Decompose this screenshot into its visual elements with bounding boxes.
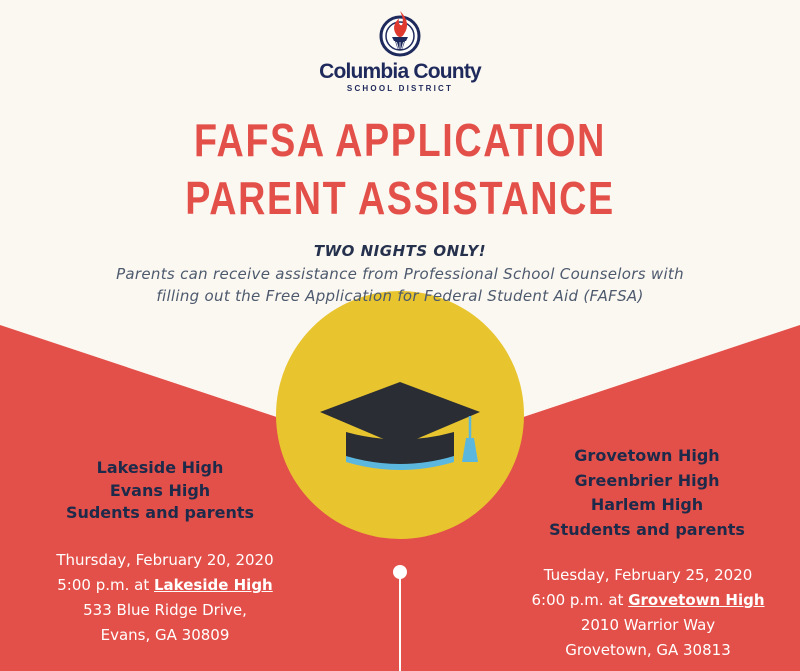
venue-link-lakeside[interactable]: Lakeside High — [154, 576, 273, 594]
description-line-2: filling out the Free Application for Federal Student Aid (FAFSA) — [156, 287, 644, 305]
torch-logo-icon — [378, 8, 422, 58]
school-name: Evans High — [109, 480, 211, 500]
right-schools-list — [497, 444, 797, 542]
event-time — [498, 588, 798, 613]
address-line-2: Grovetown, GA 30813 — [565, 641, 731, 659]
title-line-2: PARENT ASSISTANCE — [185, 172, 615, 224]
event-date: Tuesday, February 25, 2020 — [543, 566, 753, 584]
description — [0, 263, 800, 307]
venue-link-grovetown[interactable]: Grovetown High — [628, 591, 765, 609]
audience-label: Sudents and parents — [65, 503, 255, 522]
event-time — [20, 573, 310, 598]
district-logo — [310, 8, 490, 94]
school-name: Harlem High — [590, 495, 704, 514]
event-time-prefix: 6:00 p.m. at — [531, 591, 624, 609]
event-date: Thursday, February 20, 2020 — [56, 551, 274, 569]
event-time-prefix: 5:00 p.m. at — [57, 576, 150, 594]
district-name: Columbia County — [319, 60, 481, 83]
address-line-2: Evans, GA 30809 — [100, 626, 230, 644]
school-name: Grovetown High — [574, 446, 720, 465]
address-line-1: 2010 Warrior Way — [580, 616, 716, 634]
timeline-dot — [393, 565, 407, 579]
left-schools-list — [20, 457, 300, 525]
audience-label: Students and parents — [549, 519, 745, 539]
left-event-details — [20, 548, 310, 648]
two-nights-heading: TWO NIGHTS ONLY! — [313, 242, 487, 260]
school-name: Lakeside High — [96, 458, 224, 477]
address-line-1: 533 Blue Ridge Drive, — [83, 601, 247, 619]
district-subtitle: SCHOOL DISTRICT — [346, 84, 454, 93]
title-line-1: FAFSA APPLICATION — [193, 114, 607, 166]
school-name: Greenbrier High — [574, 470, 720, 490]
right-event-details — [498, 563, 798, 663]
description-line-1: Parents can receive assistance from Professional School Counselors with — [116, 265, 684, 283]
